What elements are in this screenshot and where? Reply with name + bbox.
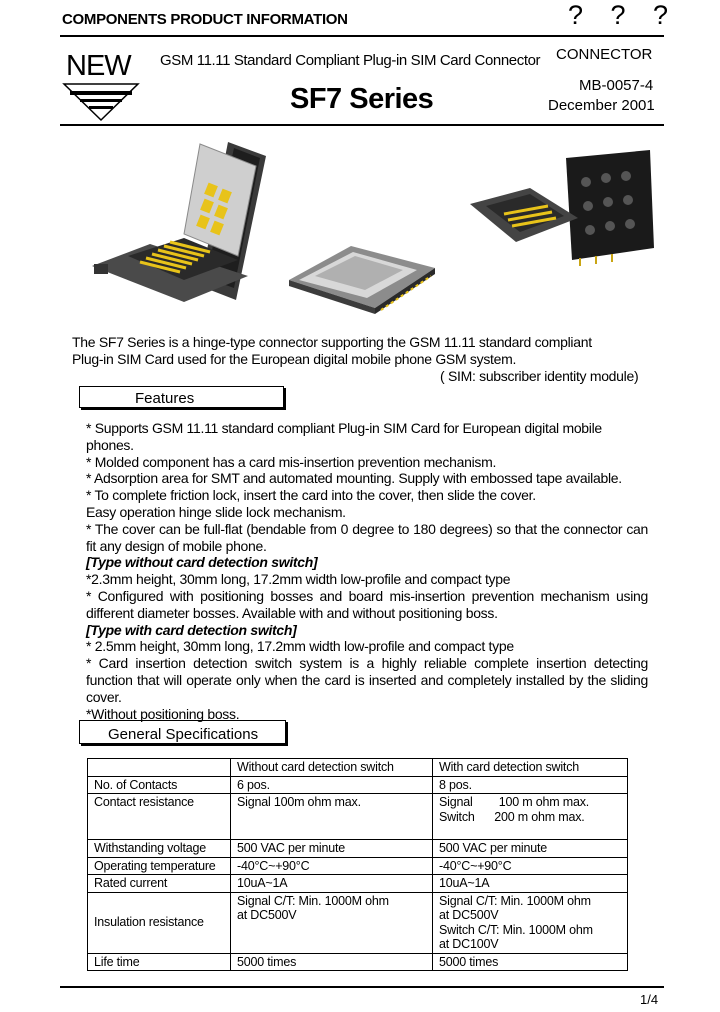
header-marks: ? ? ? <box>568 0 679 30</box>
cell-without-switch: 10uA~1A <box>231 875 433 893</box>
new-badge-chevron-icon <box>62 82 140 122</box>
feature-item: cover. <box>86 688 122 705</box>
cell-with-switch: Signal C/T: Min. 1000M ohm at DC500V Switch C/T: Min. 1000M ohm at DC100V <box>433 892 628 953</box>
product-category: CONNECTOR <box>556 46 653 63</box>
footer-rule <box>60 986 664 988</box>
features-heading: Features <box>135 390 195 407</box>
table-row <box>88 857 628 875</box>
feature-item: * Supports GSM 11.11 standard compliant Plug-in SIM Card for European digital mobile phones. <box>86 420 602 453</box>
page-number: 1/4 <box>640 992 659 1007</box>
features-list <box>86 420 648 722</box>
cell-without-switch: 500 VAC per minute <box>231 840 433 858</box>
column-header-without-switch: Without card detection switch <box>231 759 433 777</box>
table-corner-cell <box>88 759 231 777</box>
document-date: December 2001 <box>548 97 655 114</box>
cell-with-switch: 8 pos. <box>433 776 628 794</box>
table-row <box>88 875 628 893</box>
type-without-switch-heading: [Type without card detection switch] <box>86 554 318 571</box>
feature-item: fit any design of mobile phone. <box>86 537 267 554</box>
cell-with-switch: Signal 100 m ohm max. Switch 200 m ohm max. <box>433 794 628 840</box>
table-row <box>88 840 628 858</box>
feature-item: * Configured with positioning bosses and board mis-insertion prevention mechanism using <box>86 587 648 604</box>
row-label: Contact resistance <box>88 794 231 840</box>
cell-with-switch: 500 VAC per minute <box>433 840 628 858</box>
feature-item: Easy operation hinge slide lock mechanism. <box>86 503 346 520</box>
header-rule <box>60 35 664 37</box>
type-with-switch-title: Type with card detection switch <box>90 621 293 638</box>
feature-item: *2.3mm height, 30mm long, 17.2mm width low-profile and compact type <box>86 571 511 588</box>
document-number: MB-0057-4 <box>579 77 654 94</box>
row-label: Withstanding voltage <box>88 840 231 858</box>
doc-category-title: COMPONENTS PRODUCT INFORMATION <box>62 11 348 28</box>
feature-item: * The cover can be full-flat (bendable from 0 degree to 180 degrees) so that the connector can <box>86 520 648 537</box>
cell-without-switch: Signal C/T: Min. 1000M ohm at DC500V <box>231 892 433 953</box>
row-label: Operating temperature <box>88 857 231 875</box>
table-header-row <box>88 759 628 777</box>
feature-item: function that will operate only when the card is inserted and completely installed by the sliding <box>86 671 648 688</box>
feature-item: different diameter bosses. Available with and without positioning boss. <box>86 604 498 621</box>
type-with-switch-heading: [Type with card detection switch] <box>86 621 297 638</box>
sf7-connector-closed <box>285 238 443 314</box>
cell-with-switch: 10uA~1A <box>433 875 628 893</box>
feature-item: * Adsorption area for SMT and automated mounting. Supply with embossed tape available. <box>86 470 622 487</box>
table-row <box>88 953 628 971</box>
feature-item: * To complete friction lock, insert the card into the cover, then slide the cover. <box>86 487 536 504</box>
type-without-switch-title: Type without card detection switch <box>90 554 314 571</box>
header-bottom-rule <box>60 124 664 126</box>
column-header-with-switch: With card detection switch <box>433 759 628 777</box>
row-label: Insulation resistance <box>88 892 231 953</box>
table-row <box>88 892 628 953</box>
row-label: Life time <box>88 953 231 971</box>
sf7-connector-open-with-card <box>88 138 278 306</box>
series-title: SF7 Series <box>290 83 434 115</box>
product-subtitle: GSM 11.11 Standard Compliant Plug-in SIM Card Connector <box>160 52 541 69</box>
features-heading-box <box>79 386 284 408</box>
cell-without-switch: 6 pos. <box>231 776 433 794</box>
feature-item: * Card insertion detection switch system is a highly reliable complete insertion detecting <box>86 655 648 672</box>
sf7-connector-upright-cover <box>468 148 660 272</box>
feature-item: * Molded component has a card mis-insertion prevention mechanism. <box>86 453 497 470</box>
cell-with-switch: 5000 times <box>433 953 628 971</box>
specs-heading: General Specifications <box>108 726 259 743</box>
cell-without-switch: Signal 100m ohm max. <box>231 794 433 840</box>
row-label: No. of Contacts <box>88 776 231 794</box>
table-row <box>88 794 628 840</box>
cell-without-switch: 5000 times <box>231 953 433 971</box>
specifications-table <box>87 758 628 971</box>
feature-item: * 2.5mm height, 30mm long, 17.2mm width low-profile and compact type <box>86 638 514 655</box>
intro-line-2: Plug-in SIM Card used for the European digital mobile phone GSM system. <box>72 351 517 367</box>
intro-note: ( SIM: subscriber identity module) <box>440 368 639 384</box>
new-badge-label: NEW <box>66 50 131 82</box>
row-label: Rated current <box>88 875 231 893</box>
intro-line-1: The SF7 Series is a hinge-type connector supporting the GSM 11.11 standard compliant <box>72 334 592 350</box>
feature-item: *Without positioning boss. <box>86 705 240 722</box>
cell-with-switch: -40°C~+90°C <box>433 857 628 875</box>
cell-without-switch: -40°C~+90°C <box>231 857 433 875</box>
specs-heading-box <box>79 720 286 744</box>
table-row <box>88 776 628 794</box>
